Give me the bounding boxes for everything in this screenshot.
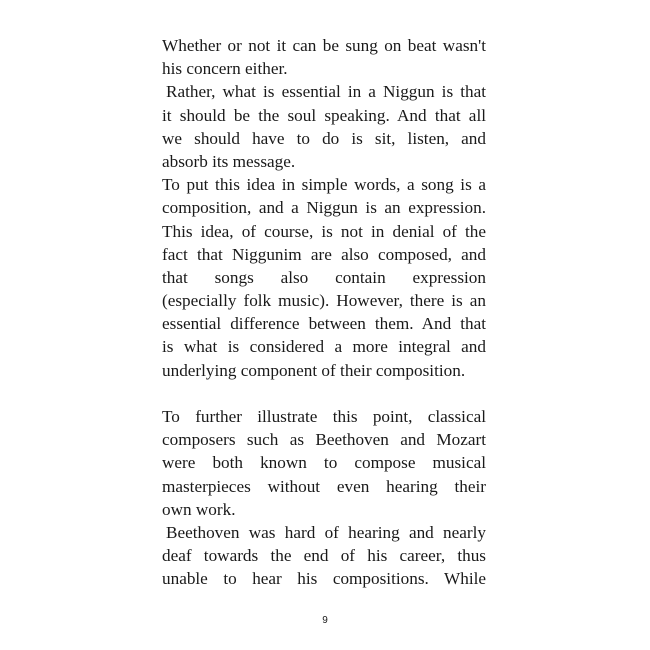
text-line: To further illustrate this point, classical xyxy=(162,407,486,426)
text-line: own work. xyxy=(162,499,236,519)
text-line: composition, and a Niggun is an expression. xyxy=(162,198,486,218)
text-line: Whether or not it can be sung on beat wasn't xyxy=(162,36,486,55)
text-line: were both known to compose musical xyxy=(162,453,486,473)
text-line: Rather, what is essential in a Niggun is that xyxy=(166,82,486,102)
text-line: essential difference between them. And that xyxy=(162,314,486,334)
text-line: unable to hear his compositions. While xyxy=(162,569,486,589)
text-line: underlying component of their composition. xyxy=(162,360,466,380)
text-line: is what is considered a more integral and xyxy=(162,337,486,357)
text-line: it should be the soul speaking. And that all xyxy=(162,105,486,125)
text-line: This idea, of course, is not in denial of the xyxy=(162,221,486,241)
text-line: we should have to do is sit, listen, and xyxy=(162,128,486,148)
text-line: Beethoven was hard of hearing and nearly xyxy=(166,522,486,542)
page-number: 9 xyxy=(322,615,328,626)
text-line: composers such as Beethoven and Mozart xyxy=(162,430,486,450)
text-line: fact that Niggunim are also composed, and xyxy=(162,244,486,264)
text-line: deaf towards the end of his career, thus xyxy=(162,546,486,566)
body-text xyxy=(162,34,486,591)
text-line: masterpieces without even hearing their xyxy=(162,476,486,496)
text-line: To put this idea in simple words, a song is a xyxy=(162,175,486,195)
text-line: that songs also contain expression xyxy=(162,267,486,287)
paragraph-break xyxy=(162,382,486,405)
text-line: (especially folk music). However, there is an xyxy=(162,291,486,311)
text-line: absorb its message. xyxy=(162,151,296,171)
text-line: his concern either. xyxy=(162,59,288,79)
